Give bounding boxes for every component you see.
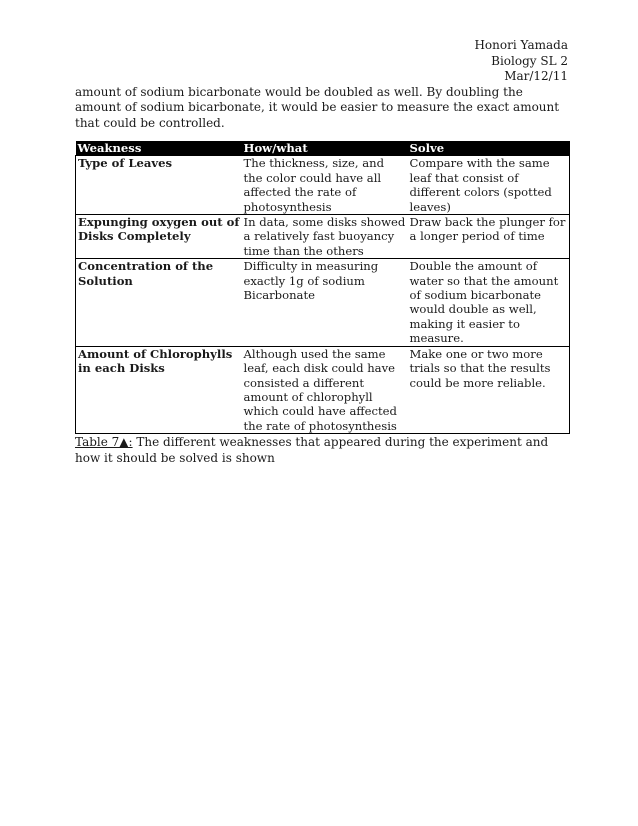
how-what-cell: Difficulty in measuring exactly 1g of sodium Bicarbonate bbox=[242, 259, 408, 346]
how-what-cell: The thickness, size, and the color could have all affected the rate of photosynthesis bbox=[242, 156, 408, 215]
table-row bbox=[76, 346, 570, 433]
caption-label: Table 7▲: bbox=[75, 435, 133, 450]
table-header-row bbox=[76, 141, 570, 156]
header-solve: Solve bbox=[408, 141, 570, 156]
solve-cell: Draw back the plunger for a longer period of time bbox=[408, 215, 570, 259]
weakness-cell: Amount of Chlorophylls in each Disks bbox=[76, 346, 242, 433]
table-row bbox=[76, 215, 570, 259]
header-weakness: Weakness bbox=[76, 141, 242, 156]
solve-cell: Double the amount of water so that the amount of sodium bicarbonate would double as well, making it easier to measure. bbox=[408, 259, 570, 346]
table-caption bbox=[75, 435, 568, 466]
how-what-cell: In data, some disks showed a relatively fast buoyancy time than the others bbox=[242, 215, 408, 259]
document-date: Mar/12/11 bbox=[504, 69, 568, 83]
document-page bbox=[75, 38, 568, 466]
caption-text: The different weaknesses that appeared during the experiment and how it should be solved is shown bbox=[75, 435, 549, 465]
weakness-cell: Expunging oxygen out of Disks Completely bbox=[76, 215, 242, 259]
page-header bbox=[75, 38, 568, 85]
solve-cell: Make one or two more trials so that the results could be more reliable. bbox=[408, 346, 570, 433]
solve-cell: Compare with the same leaf that consist of different colors (spotted leaves) bbox=[408, 156, 570, 215]
table-row bbox=[76, 259, 570, 346]
intro-paragraph: amount of sodium bicarbonate would be doubled as well. By doubling the amount of sodium bicarbonate, it would be easier to measure the exact amount that could be controlled. bbox=[75, 84, 560, 130]
author-name: Honori Yamada bbox=[474, 38, 568, 52]
how-what-cell: Although used the same leaf, each disk could have consisted a different amount of chlorophyll which could have affected the rate of photosynthesis bbox=[242, 346, 408, 433]
header-how-what: How/what bbox=[242, 141, 408, 156]
course-name: Biology SL 2 bbox=[491, 53, 568, 68]
weakness-table bbox=[75, 141, 570, 434]
weakness-cell: Type of Leaves bbox=[76, 156, 242, 215]
table-row bbox=[76, 156, 570, 215]
weakness-cell: Concentration of the Solution bbox=[76, 259, 242, 346]
